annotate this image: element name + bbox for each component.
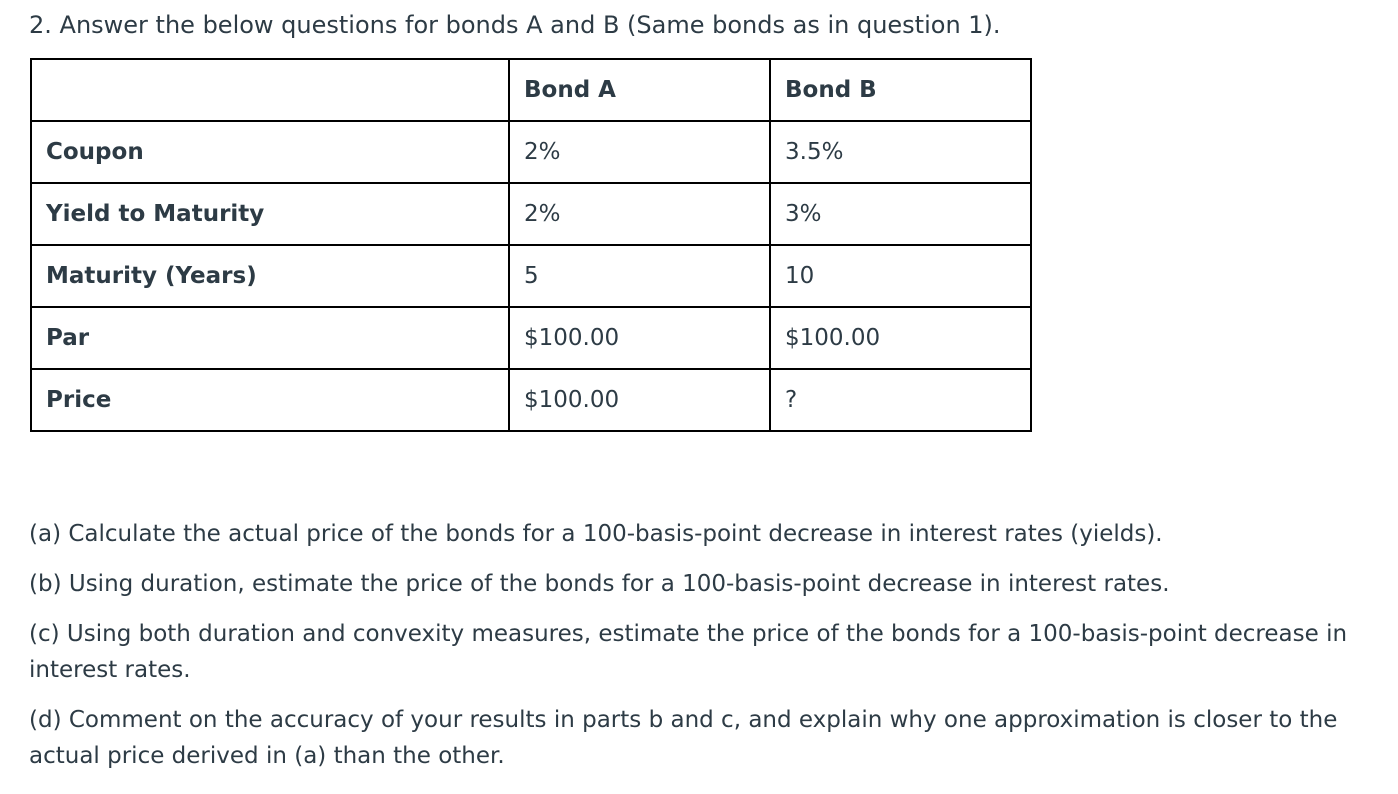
- cell-bond-a: 5: [509, 245, 770, 307]
- row-label: Coupon: [31, 121, 509, 183]
- cell-bond-b: $100.00: [770, 307, 1031, 369]
- header-cell-bond-b: Bond B: [770, 59, 1031, 121]
- cell-bond-a: $100.00: [509, 307, 770, 369]
- bond-table: [30, 58, 1032, 432]
- cell-bond-a: 2%: [509, 183, 770, 245]
- table-row-yield: [31, 183, 1031, 245]
- table-row-maturity: [31, 245, 1031, 307]
- row-label: Maturity (Years): [31, 245, 509, 307]
- question-list: [29, 516, 1369, 788]
- header-cell-bond-a: Bond A: [509, 59, 770, 121]
- table-row-price: [31, 369, 1031, 431]
- row-label: Price: [31, 369, 509, 431]
- question-b: (b) Using duration, estimate the price of the bonds for a 100-basis-point decrease in interest rates.: [29, 571, 1170, 597]
- table-header-row: [31, 59, 1031, 121]
- question-a: (a) Calculate the actual price of the bonds for a 100-basis-point decrease in interest rates (yields).: [29, 521, 1163, 547]
- question-c: (c) Using both duration and convexity measures, estimate the price of the bonds for a 100-basis-point decrease in interest rates.: [29, 621, 1348, 683]
- cell-bond-b: 10: [770, 245, 1031, 307]
- cell-bond-b: 3.5%: [770, 121, 1031, 183]
- cell-bond-b: ?: [770, 369, 1031, 431]
- table-row-coupon: [31, 121, 1031, 183]
- table-row-par: [31, 307, 1031, 369]
- row-label: Par: [31, 307, 509, 369]
- cell-bond-a: 2%: [509, 121, 770, 183]
- cell-bond-b: 3%: [770, 183, 1031, 245]
- question-heading: 2. Answer the below questions for bonds A and B (Same bonds as in question 1).: [29, 11, 1001, 39]
- cell-bond-a: $100.00: [509, 369, 770, 431]
- header-cell-empty: [31, 59, 509, 121]
- question-d: (d) Comment on the accuracy of your results in parts b and c, and explain why one approximation is closer to the actual price derived in (a) than the other.: [29, 707, 1338, 769]
- row-label: Yield to Maturity: [31, 183, 509, 245]
